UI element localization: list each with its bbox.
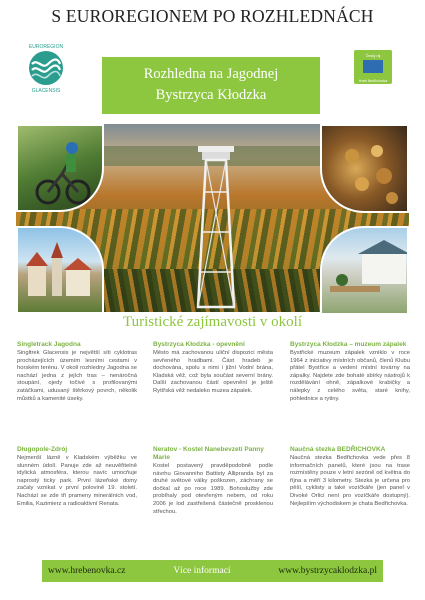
- hrebenovka-link[interactable]: www.hrebenovka.cz: [48, 566, 126, 576]
- hotel-logo-bottom-text: Hotel Bedřichovka: [358, 79, 388, 83]
- section-heading: Turistické zajímavosti v okolí: [122, 314, 303, 330]
- page-title: S EUROREGIONEM PO ROZHLEDNÁCH: [51, 6, 374, 26]
- hotel-logo-top-text: Český ráj: [365, 54, 381, 58]
- euroregion-logo-icon: [20, 42, 72, 94]
- bike-photo: [16, 124, 104, 212]
- feature-title-line2: Bystrzyca Kłodzka: [155, 87, 267, 103]
- town-photo: [16, 226, 104, 314]
- cottage-photo: [320, 226, 409, 315]
- attraction-title: Singletrack Jagodna: [17, 341, 81, 348]
- attraction-singletrack: [17, 341, 137, 403]
- attraction-match-museum: [290, 341, 410, 403]
- feature-title-line1: Rozhledna na Jagodnej: [143, 66, 279, 82]
- attraction-text: Singltrek Glacensis je největší síti cyklotras procházejících územím lesními cestami v horském terénu. V okolí rozhledny Jagodna se nachází jedna z jejích tras – nenáročná stoupání, ojedy točivé s profilovanými zatáčkami, udusaný štěrkový povrch, několik můstků a kamenité úseky.: [17, 350, 137, 402]
- attraction-fortifications: [153, 341, 273, 396]
- attraction-title: Naučná stezka BEDŘICHOVKA: [290, 446, 386, 453]
- feature-title-box: [102, 57, 320, 114]
- attraction-text: Město má zachovanou uliční dispozici města sevřeného hradbami. Část hradeb je dochována, spolu s nimi i jižní Vodní brána, Kladská věž, což byla součást severní brány. Další zachovanou částí opevnění je ještě Rytířská věž nedaleko muzea zápalek.: [153, 350, 273, 394]
- footer-bar: [42, 560, 383, 582]
- attraction-text: Bystřické muzeum zápalek vzniklo v roce 1964 z iniciativy místních občanů, členů Klubu přátel Bystřice a vedení místní továrny na zápalky. Najdete zde bohaté sbírky nástrojů k rozdělávání ohně, zápalkové krabičky a nálepky z celého světa, staré knihy, pohlednice a rytiny.: [290, 350, 410, 402]
- more-info-label: Více informací: [173, 566, 231, 576]
- attraction-neratov: [153, 446, 273, 516]
- attraction-dlugopole: [17, 446, 137, 508]
- euroregion-logo-bottom-text: GLACENSIS: [31, 88, 61, 94]
- attraction-text: Naučná stezka Bedřichovka vede přes 8 informačních panelů, které jsou na trase rozmístěny pouze v letní sezóně od května do října a měří 3 kilometry. Stezka je určena pro pěší, cyklisty a také vozíčkáře (jen panel v Divoké Orlici není pro vozíčkáře dostupný). Nejlepším východiskem je chata Bedřichovka.: [290, 455, 410, 507]
- attraction-bedrichovka: [290, 446, 410, 508]
- attraction-text: Kostel postavený pravděpodobně podle návrhu Giovanniho Battisty Allipranda byl za druhé světové války poškozen, záchrany se dočkal až po roce 1989. Bohoslužby zde probíhaly pod otevřeným nebem, od roku 2006 je lod zastřešená částečně prosklenou střechou.: [153, 463, 273, 515]
- lookout-tower-icon: [186, 142, 246, 312]
- attraction-title: Bystrzyca Kłodzka - opevnění: [153, 341, 245, 348]
- hotel-logo-icon: [354, 50, 392, 84]
- museum-photo: [320, 124, 409, 213]
- attraction-title: Długopole-Zdrój: [17, 446, 68, 453]
- euroregion-logo-top-text: EUROREGION: [28, 44, 64, 50]
- attraction-title: Bystrzyca Kłodzka – muzeum zápalek: [290, 341, 407, 348]
- attraction-title: Neratov - Kostel Nanebevzetí Panny Marie: [153, 446, 264, 461]
- hotel-house-icon: [363, 60, 383, 73]
- attraction-text: Nejmenší lázně v Kladském výběžku ve slunném údolí. Panuje zde až neuvěřitelně idylická atmosféra, kterou navíc umocňuje naprostý ticky park. První lázeňské domy začaly vznikat v první polovině 19. století. Nachází se zde tři prameny minerálních vod, Emilia, Kazimierz a radioaktivní Renata.: [17, 455, 137, 507]
- bystrzyca-link[interactable]: www.bystrzycaklodzka.pl: [278, 566, 377, 576]
